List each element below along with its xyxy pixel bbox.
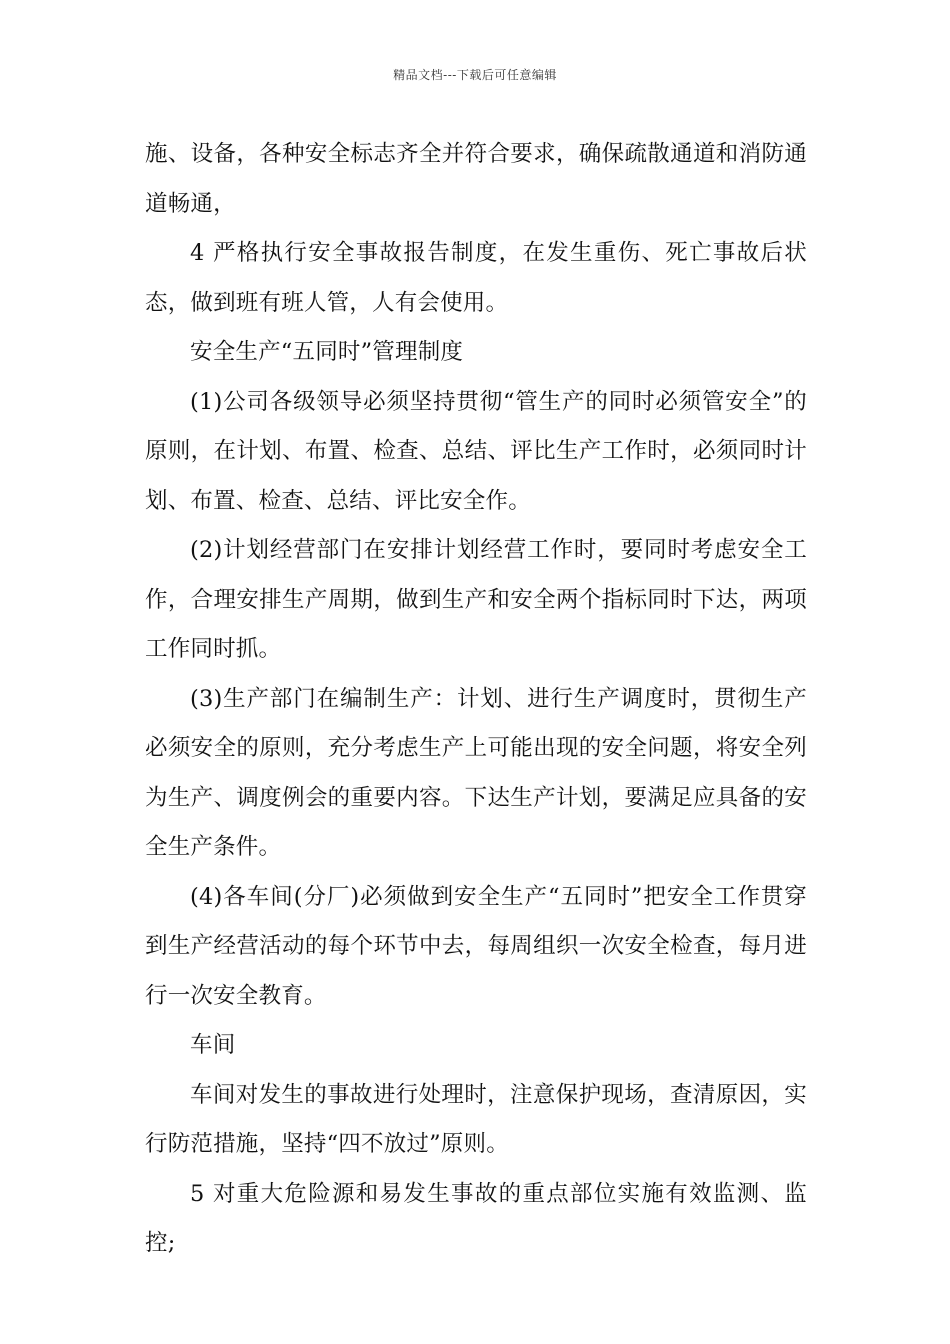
paragraph-workshop: 车间对发生的事故进行处理时，注意保护现场，查清原因，实行防范措施，坚持“四不放过”原则。: [145, 1081, 807, 1157]
paragraph-rule-1: (1)公司各级领导必须坚持贯彻“管生产的同时必须管安全”的原则，在计划、布置、检查、总结、评比生产工作时，必须同时计划、布置、检查、总结、评比安全作。: [145, 388, 807, 514]
paragraph-rule-4: (4)各车间(分厂)必须做到安全生产“五同时”把安全工作贯穿到生产经营活动的每个环节中去，每周组织一次安全检查，每月进行一次安全教育。: [145, 883, 807, 1009]
subheading-workshop: 车间: [190, 1032, 236, 1058]
section-heading: 安全生产“五同时”管理制度: [190, 339, 464, 365]
page-header: 精品文档---下载后可任意编辑: [393, 68, 557, 82]
paragraph-continuation: 施、设备，各种安全标志齐全并符合要求，确保疏散通道和消防通道畅通，: [145, 141, 807, 217]
paragraph-rule-2: (2)计划经营部门在安排计划经营工作时，要同时考虑安全工作，合理安排生产周期，做到生产和安全两个指标同时下达，两项工作同时抓。: [145, 537, 807, 662]
paragraph-rule-3: (3)生产部门在编制生产：计划、进行生产调度时，贯彻生产必须安全的原则，充分考虑生产上可能出现的安全问题，将安全列为生产、调度例会的重要内容。下达生产计划，要满足应具备的安全生产条件。: [145, 685, 807, 860]
document-body: [145, 130, 807, 1269]
paragraph-item-5: 5 对重大危险源和易发生事故的重点部位实施有效监测、监控;: [145, 1180, 807, 1256]
paragraph-item-4: 4 严格执行安全事故报告制度，在发生重伤、死亡事故后状态，做到班有班人管，人有会使用。: [145, 240, 807, 316]
